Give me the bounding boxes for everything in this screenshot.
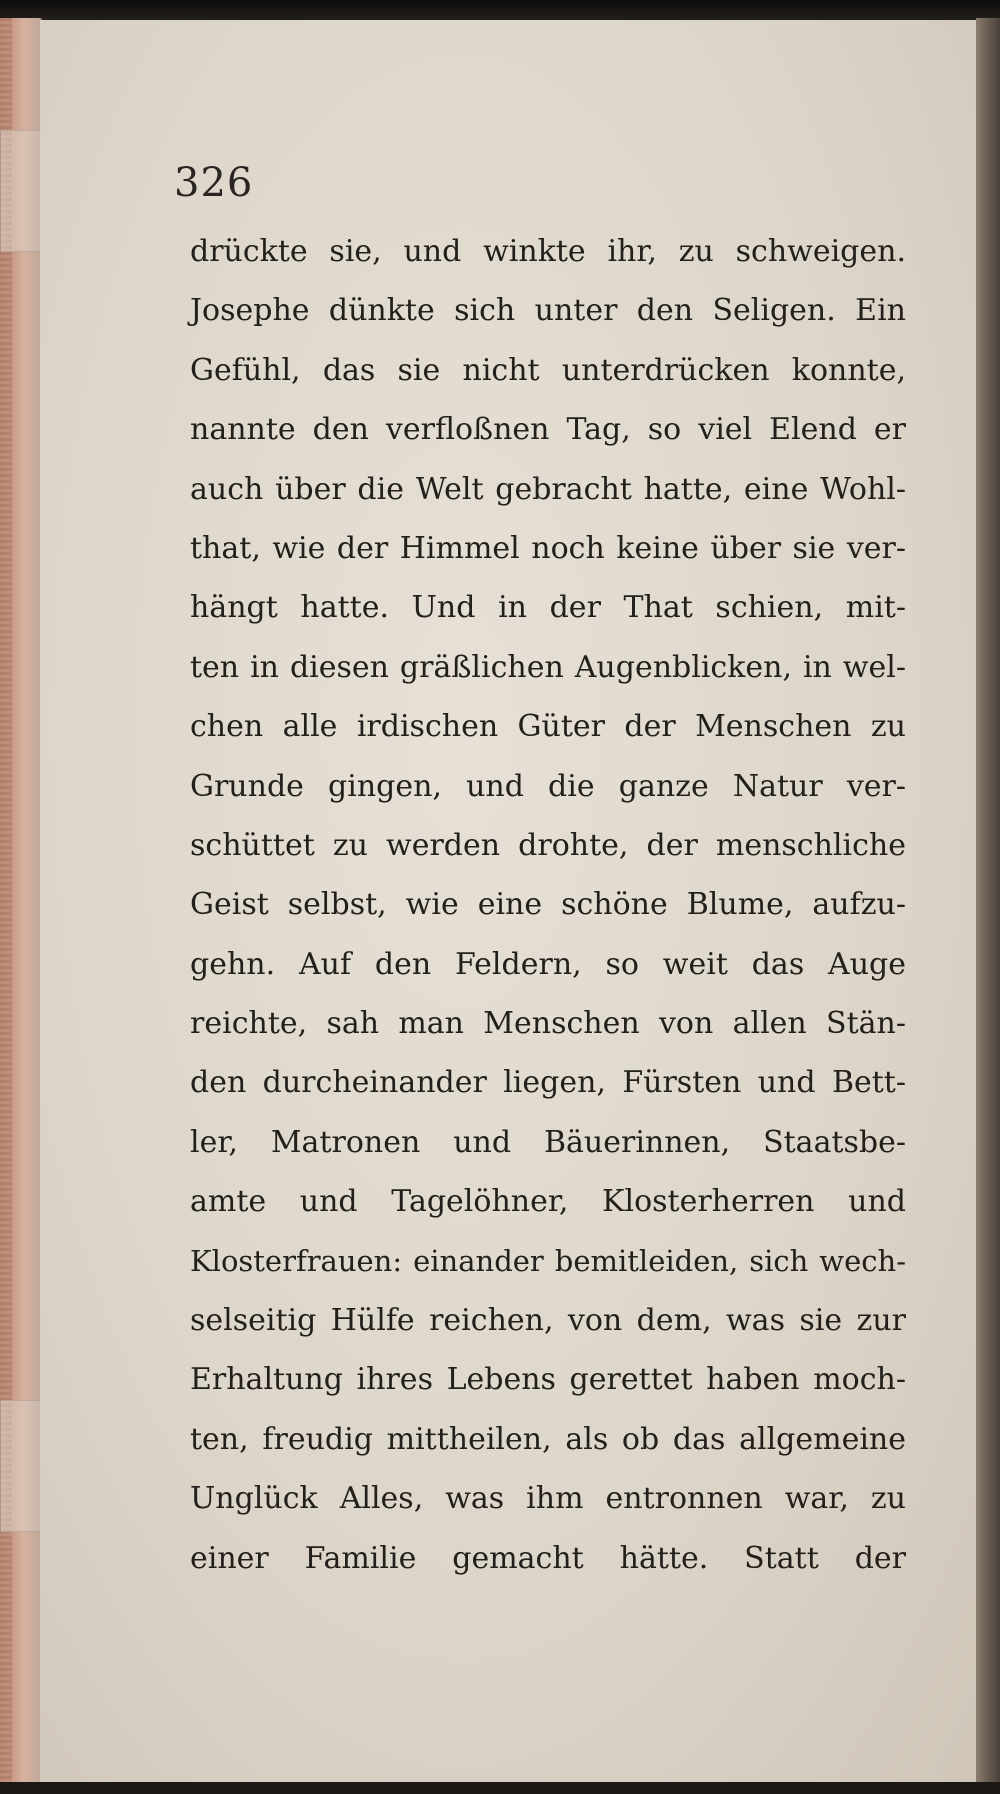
text-line: einer Familie gemacht hätte. Statt der — [190, 1540, 906, 1576]
text-line: reichte, sah man Menschen von allen Stän- — [190, 1006, 906, 1042]
top-shadow-band — [0, 0, 1000, 22]
text-line: Unglück Alles, was ihm entronnen war, zu — [190, 1481, 906, 1517]
page-number: 326 — [174, 160, 254, 206]
right-page-edge — [976, 18, 1000, 1788]
text-line: Grunde gingen, und die ganze Natur ver- — [190, 768, 906, 804]
text-line: auch über die Welt gebracht hatte, eine Wohl- — [190, 471, 906, 507]
text-line: drückte sie, und winkte ihr, zu schweigen. — [190, 234, 906, 269]
text-line: hängt hatte. Und in der That schien, mit- — [190, 590, 906, 626]
text-line: ten in diesen gräßlichen Augenblicken, in wel- — [190, 649, 906, 685]
text-line: chen alle irdischen Güter der Menschen zu — [190, 709, 906, 745]
text-line: nannte den verfloßnen Tag, so viel Elend er — [190, 412, 906, 448]
text-line: ten, freudig mittheilen, als ob das allgemeine — [190, 1421, 906, 1457]
text-line: Josephe dünkte sich unter den Seligen. Ein — [190, 293, 906, 329]
text-line: Klosterfrauen: einander bemitleiden, sich wech- — [190, 1243, 906, 1278]
body-text — [190, 222, 906, 1588]
text-line: selseitig Hülfe reichen, von dem, was sie zur — [190, 1303, 906, 1339]
text-line: den durcheinander liegen, Fürsten und Bett- — [190, 1065, 906, 1101]
text-line: amte und Tagelöhner, Klosterherren und — [190, 1184, 906, 1220]
text-line: schüttet zu werden drohte, der menschliche — [190, 827, 906, 863]
text-line: Geist selbst, wie eine schöne Blume, aufzu- — [190, 887, 906, 923]
text-line: that, wie der Himmel noch keine über sie ver- — [190, 530, 906, 566]
text-line: ler, Matronen und Bäuerinnen, Staatsbe- — [190, 1124, 906, 1160]
bottom-shadow-band — [0, 1782, 1000, 1794]
text-line: gehn. Auf den Feldern, so weit das Auge — [190, 946, 906, 982]
text-line: Gefühl, das sie nicht unterdrücken konnte, — [190, 352, 906, 388]
text-line: Erhaltung ihres Lebens gerettet haben moch- — [190, 1362, 906, 1398]
